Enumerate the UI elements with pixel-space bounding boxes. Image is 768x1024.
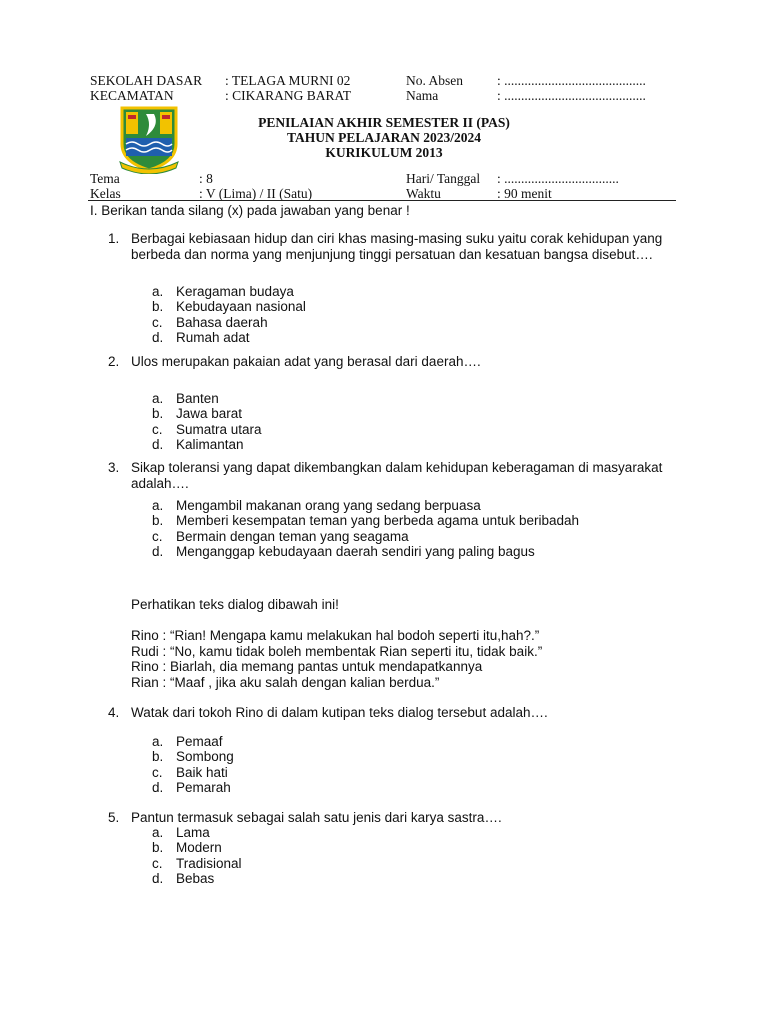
school-value: : TELAGA MURNI 02 <box>225 73 351 88</box>
question-text: Watak dari tokoh Rino di dalam kutipan teks dialog tersebut adalah…. <box>131 705 548 720</box>
question-number: 2. <box>108 354 120 369</box>
name-value: : .......................................... <box>497 88 646 103</box>
header-divider <box>88 200 676 201</box>
district-label: KECAMATAN <box>90 88 174 103</box>
district-value: : CIKARANG BARAT <box>225 88 352 103</box>
dialog-text <box>131 628 542 690</box>
school-label: SEKOLAH DASAR <box>90 73 203 88</box>
dialog-line: Rino : Biarlah, dia memang pantas untuk mendapatkannya <box>131 659 483 674</box>
dialog-intro: Perhatikan teks dialog dibawah ini! <box>131 597 339 612</box>
question-text: Sikap toleransi yang dapat dikembangkan dalam kehidupan keberagaman di masyarakat adalah…. <box>131 460 663 491</box>
question-number: 4. <box>108 705 120 720</box>
kelas-value: : V (Lima) / II (Satu) <box>199 186 313 201</box>
kelas-label: Kelas <box>90 186 121 201</box>
instruction: I. Berikan tanda silang (x) pada jawaban yang benar ! <box>90 203 410 218</box>
question-text: Berbagai kebiasaan hidup dan ciri khas masing-masing suku yaitu corak kehidupan yang berbeda dan norma yang menjunjung tinggi persatuan dan kesatuan bangsa disebut…. <box>131 231 663 262</box>
question-number: 3. <box>108 460 120 475</box>
curriculum: KURIKULUM 2013 <box>325 145 443 160</box>
waktu-value: : 90 menit <box>497 186 552 201</box>
exam-title: PENILAIAN AKHIR SEMESTER II (PAS) <box>258 115 510 130</box>
question-number: 5. <box>108 810 120 825</box>
question-number: 1. <box>108 231 120 246</box>
tanggal-label: Hari/ Tanggal <box>406 171 481 186</box>
tema-value: : 8 <box>199 171 213 186</box>
absen-value: : .......................................... <box>497 73 646 88</box>
question-text: Ulos merupakan pakaian adat yang berasal dari daerah…. <box>131 354 481 369</box>
tema-label: Tema <box>90 171 120 186</box>
academic-year: TAHUN PELAJARAN 2023/2024 <box>286 130 481 145</box>
dialog-line: Rino : “Rian! Mengapa kamu melakukan hal bodoh seperti itu,hah?.” <box>131 628 540 643</box>
absen-label: No. Absen <box>406 73 463 88</box>
dialog-line: Rudi : “No, kamu tidak boleh membentak Rian seperti itu, tidak baik.” <box>131 643 543 659</box>
question-text: Pantun termasuk sebagai salah satu jenis dari karya sastra…. <box>131 810 502 825</box>
dialog-line: Rian : “Maaf , jika aku salah dengan kalian berdua.” <box>131 674 440 690</box>
tanggal-value: : .................................. <box>497 171 619 186</box>
regional-emblem-icon <box>116 104 182 174</box>
name-label: Nama <box>406 88 439 103</box>
waktu-label: Waktu <box>406 186 441 201</box>
